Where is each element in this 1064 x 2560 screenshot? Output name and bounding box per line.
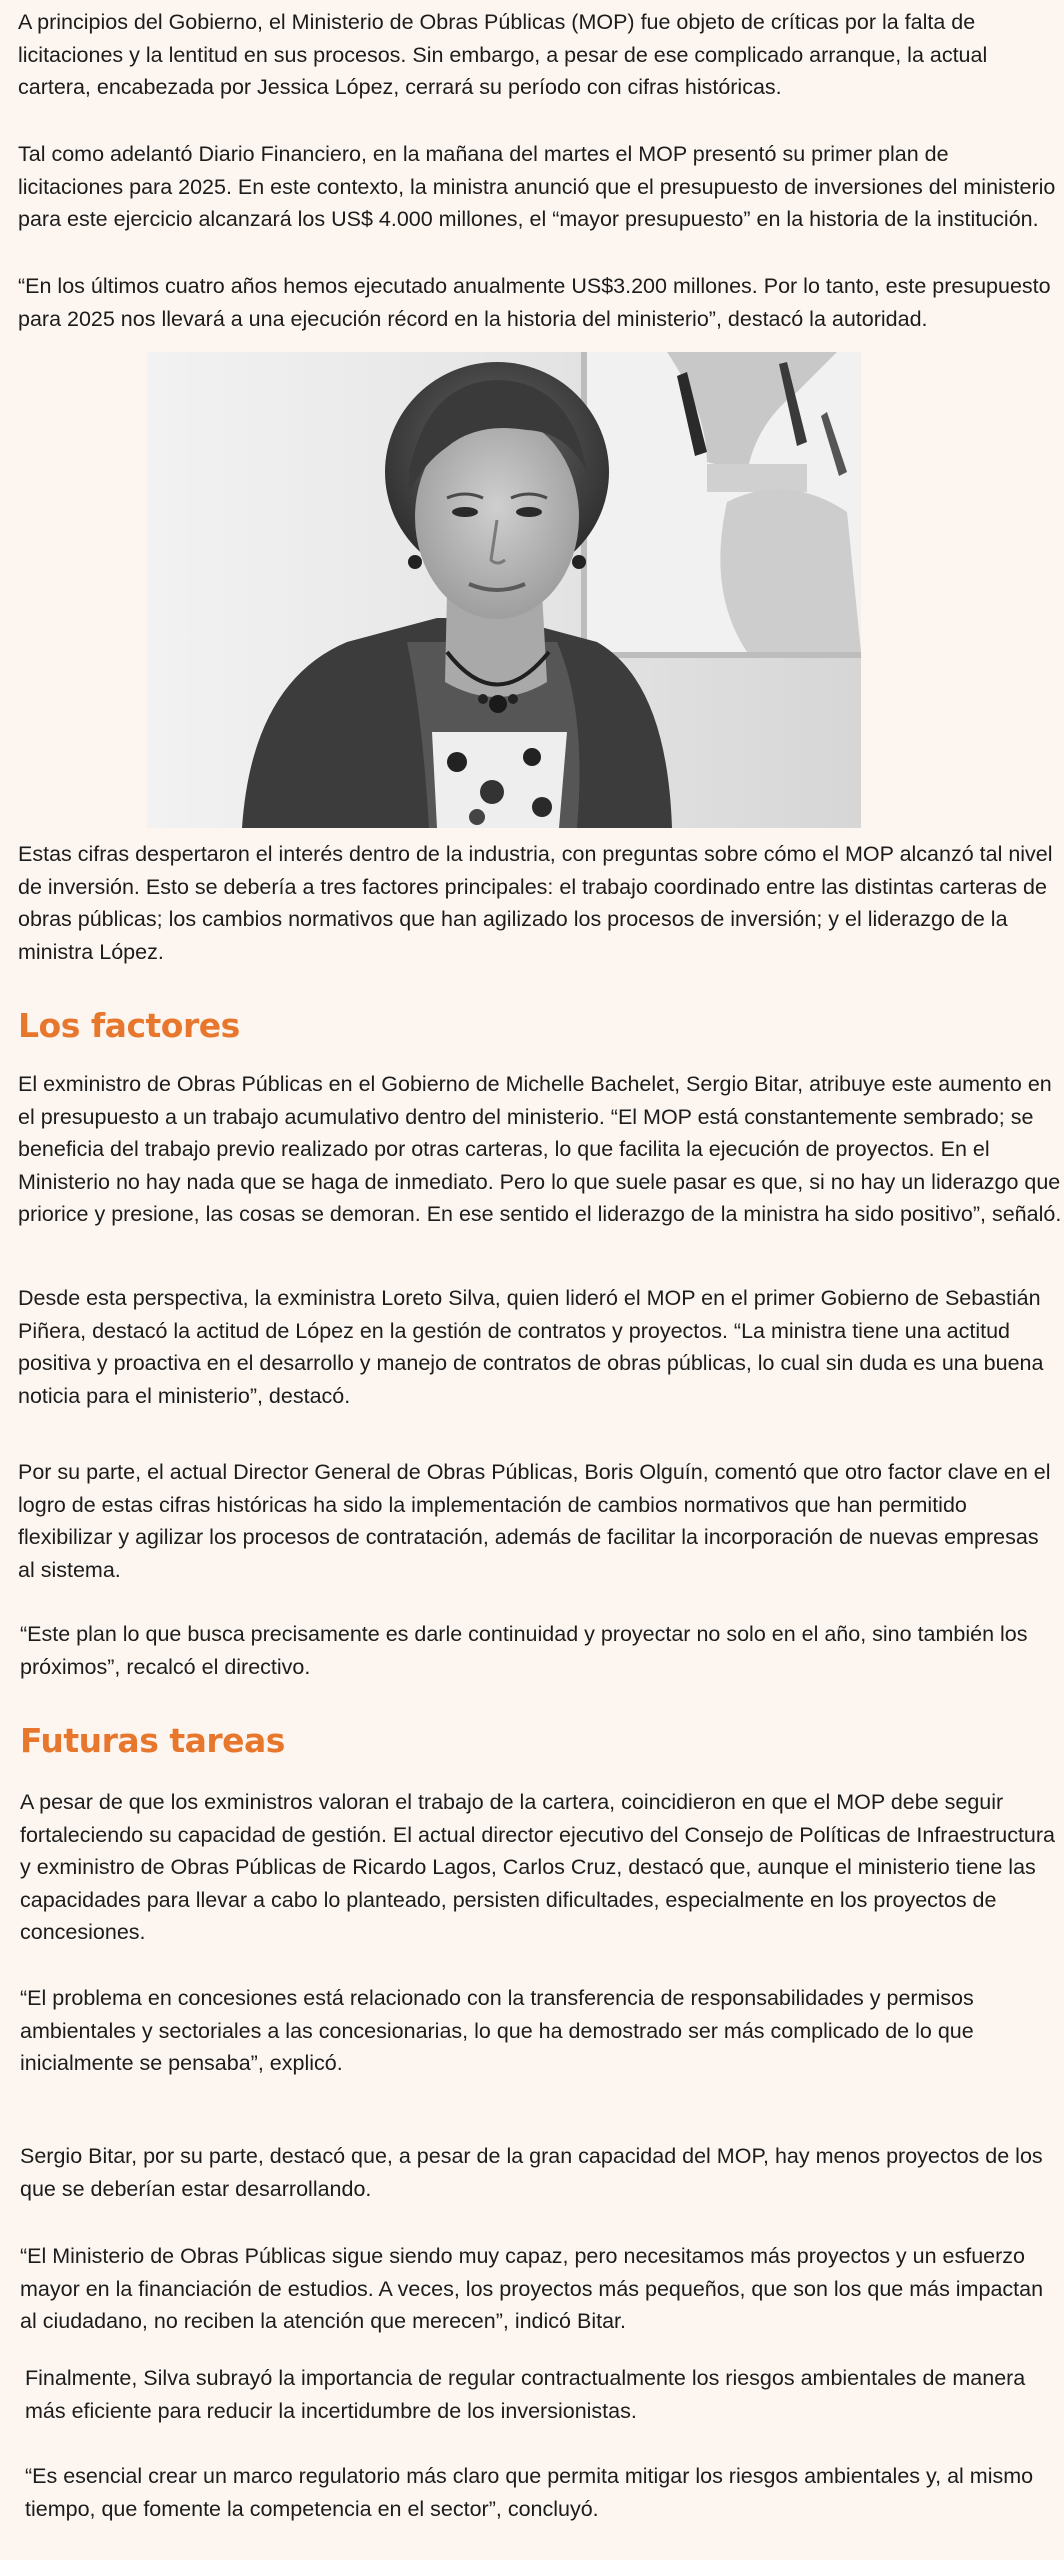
article-paragraph: Sergio Bitar, por su parte, destacó que, a pesar de la gran capacidad del MOP, hay menos proyectos de los que se deberían estar desarrollando.	[20, 2144, 1043, 2201]
minister-portrait-photo	[147, 352, 861, 828]
article-paragraph: “Es esencial crear un marco regulatorio más claro que permita mitigar los riesgos ambientales y, al mismo tiempo, que fomente la competencia en el sector”, concluyó.	[25, 2464, 1034, 2521]
article-paragraph: Tal como adelantó Diario Financiero, en la mañana del martes el MOP presentó su primer plan de licitaciones para 2025. En este contexto, la ministra anunció que el presupuesto de inversiones del ministerio para este ejercicio alcanzará los US$ 4.000 millones, el “mayor presupuesto” en la historia de la institución.	[18, 142, 1056, 231]
article-paragraph: “El Ministerio de Obras Públicas sigue siendo muy capaz, pero necesitamos más proyectos y un esfuerzo mayor en la financiación de estudios. A veces, los proyectos más pequeños, que son los que más impactan al ciudadano, no reciben la atención que merecen”, indicó Bitar.	[20, 2244, 1044, 2333]
article-paragraph: Finalmente, Silva subrayó la importancia de regular contractualmente los riesgos ambientales de manera más eficiente para reducir la incertidumbre de los inversionistas.	[25, 2366, 1026, 2423]
article-paragraph: “En los últimos cuatro años hemos ejecutado anualmente US$3.200 millones. Por lo tanto, este presupuesto para 2025 nos llevará a una ejecución récord en la historia del ministerio”, destacó la autoridad.	[18, 274, 1051, 331]
article-paragraph: A principios del Gobierno, el Ministerio de Obras Públicas (MOP) fue objeto de críticas por la falta de licitaciones y la lentitud en sus procesos. Sin embargo, a pesar de ese complicado arranque, la actual cartera, encabezada por Jessica López, cerrará su período con cifras históricas.	[18, 10, 988, 99]
article-paragraph: A pesar de que los exministros valoran el trabajo de la cartera, coincidieron en que el MOP debe seguir fortaleciendo su capacidad de gestión. El actual director ejecutivo del Consejo de Políticas de Infraestructura y exministro de Obras Públicas de Ricardo Lagos, Carlos Cruz, destacó que, aunque el ministerio tiene las capacidades para llevar a cabo lo planteado, persisten dificultades, especialmente en los proyectos de concesiones.	[20, 1790, 1055, 1944]
article-paragraph: El exministro de Obras Públicas en el Gobierno de Michelle Bachelet, Sergio Bitar, atribuye este aumento en el presupuesto a un trabajo acumulativo dentro del ministerio. “El MOP está constantemente sembrado; se beneficia del trabajo previo realizado por otras carteras, lo que facilita la ejecución de proyectos. En el Ministerio no hay nada que se haga de inmediato. Pero lo que suele pasar es que, si no hay un liderazgo que priorice y presione, las cosas se demoran. En ese sentido el liderazgo de la ministra ha sido positivo”, señaló.	[18, 1072, 1062, 1226]
article-paragraph: Por su parte, el actual Director General de Obras Públicas, Boris Olguín, comentó que otro factor clave en el logro de estas cifras históricas ha sido la implementación de cambios normativos que han permitido flexibilizar y agilizar los procesos de contratación, además de facilitar la incorporación de nuevas empresas al sistema.	[18, 1460, 1051, 1582]
article-paragraph: Desde esta perspectiva, la exministra Loreto Silva, quien lideró el MOP en el primer Gobierno de Sebastián Piñera, destacó la actitud de López en la gestión de contratos y proyectos. “La ministra tiene una actitud positiva y proactiva en el desarrollo y manejo de contratos de obras públicas, lo cual sin duda es una buena noticia para el ministerio”, destacó.	[18, 1286, 1044, 1408]
article-paragraph: “El problema en concesiones está relacionado con la transferencia de responsabilidades y permisos ambientales y sectoriales a las concesionarias, lo que ha demostrado ser más complicado de lo que inicialmente se pensaba”, explicó.	[20, 1986, 974, 2075]
article-paragraph: Estas cifras despertaron el interés dentro de la industria, con preguntas sobre cómo el MOP alcanzó tal nivel de inversión. Esto se debería a tres factores principales: el trabajo coordinado entre las distintas carteras de obras públicas; los cambios normativos que han agilizado los procesos de inversión; y el liderazgo de la ministra López.	[18, 842, 1053, 964]
section-heading-futuras-tareas: Futuras tareas	[20, 1721, 285, 1760]
section-heading-los-factores: Los factores	[18, 1006, 240, 1045]
article-paragraph: “Este plan lo que busca precisamente es darle continuidad y proyectar no solo en el año, sino también los próximos”, recalcó el directivo.	[20, 1622, 1028, 1679]
